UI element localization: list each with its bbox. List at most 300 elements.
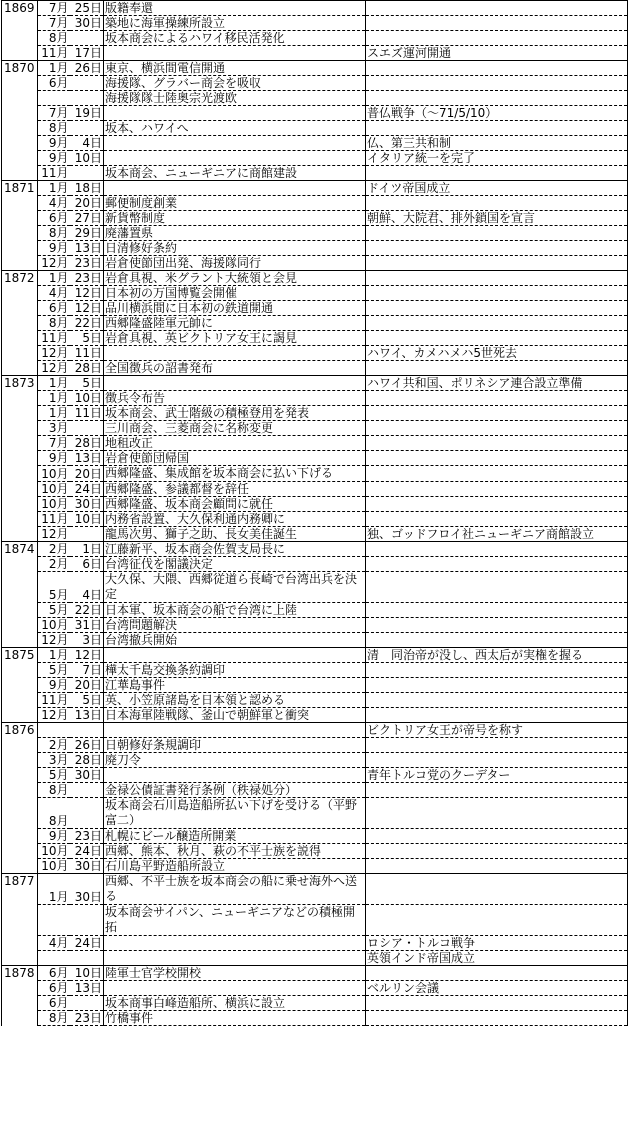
month-cell: 4月 bbox=[38, 286, 70, 301]
month-cell: 9月 bbox=[38, 678, 70, 693]
day-cell: 13日 bbox=[70, 981, 104, 996]
month-cell: 6月 bbox=[38, 211, 70, 226]
timeline-row bbox=[2, 271, 628, 286]
world-event-cell bbox=[366, 466, 628, 482]
event-cell bbox=[104, 951, 366, 966]
month-cell: 12月 bbox=[38, 361, 70, 376]
day-cell: 26日 bbox=[70, 738, 104, 753]
day-cell bbox=[70, 91, 104, 106]
event-cell: 坂本、ハワイへ bbox=[104, 121, 366, 136]
event-cell bbox=[104, 981, 366, 996]
timeline-row bbox=[2, 1011, 628, 1026]
event-cell: 龍馬次男、獅子之助、長女美佳誕生 bbox=[104, 527, 366, 542]
world-event-cell bbox=[366, 829, 628, 844]
event-cell: 西郷隆盛、集成館を坂本商会に払い下げる bbox=[104, 466, 366, 482]
world-event-cell bbox=[366, 226, 628, 241]
month-cell: 9月 bbox=[38, 136, 70, 151]
timeline-row bbox=[2, 859, 628, 874]
world-event-cell bbox=[366, 859, 628, 874]
day-cell: 23日 bbox=[70, 1011, 104, 1026]
world-event-cell bbox=[366, 271, 628, 286]
month-cell: 3月 bbox=[38, 421, 70, 436]
day-cell: 28日 bbox=[70, 753, 104, 768]
event-cell bbox=[104, 723, 366, 738]
month-cell: 6月 bbox=[38, 76, 70, 91]
event-cell bbox=[104, 346, 366, 361]
timeline-row bbox=[2, 391, 628, 406]
world-event-cell: イタリア統一を完了 bbox=[366, 151, 628, 166]
event-cell: 新貨幣制度 bbox=[104, 211, 366, 226]
world-event-cell bbox=[366, 421, 628, 436]
world-event-cell bbox=[366, 451, 628, 466]
event-cell: 岩倉具視、米グラント大統領と会見 bbox=[104, 271, 366, 286]
day-cell: 20日 bbox=[70, 466, 104, 482]
timeline-row bbox=[2, 226, 628, 241]
day-cell: 4日 bbox=[70, 136, 104, 151]
day-cell: 13日 bbox=[70, 451, 104, 466]
world-event-cell: 青年トルコ党のクーデター bbox=[366, 768, 628, 783]
day-cell bbox=[70, 421, 104, 436]
month-cell: 1月 bbox=[38, 271, 70, 286]
event-cell: 築地に海軍操練所設立 bbox=[104, 16, 366, 31]
timeline-row bbox=[2, 603, 628, 618]
event-cell: 坂本商会、ニューギニアに商館建設 bbox=[104, 166, 366, 181]
month-cell: 6月 bbox=[38, 981, 70, 996]
world-event-cell bbox=[366, 512, 628, 527]
event-cell: 内務省設置、大久保利通内務卿に bbox=[104, 512, 366, 527]
month-cell: 10月 bbox=[38, 618, 70, 633]
event-cell: 西郷、熊本、秋月、萩の不平士族を説得 bbox=[104, 844, 366, 859]
month-cell: 8月 bbox=[38, 121, 70, 136]
month-cell: 11月 bbox=[38, 512, 70, 527]
year-cell: 1872 bbox=[2, 271, 38, 376]
world-event-cell bbox=[366, 693, 628, 708]
world-event-cell bbox=[366, 406, 628, 421]
timeline-row bbox=[2, 905, 628, 936]
event-cell: 郵便制度創業 bbox=[104, 196, 366, 211]
world-event-cell bbox=[366, 663, 628, 678]
world-event-cell bbox=[366, 256, 628, 271]
month-cell: 9月 bbox=[38, 241, 70, 256]
event-cell: 岩倉具視、英ビクトリア女王に謁見 bbox=[104, 331, 366, 346]
month-cell: 1月 bbox=[38, 391, 70, 406]
month-cell: 9月 bbox=[38, 451, 70, 466]
event-cell: 海援隊、グラバー商会を吸収 bbox=[104, 76, 366, 91]
world-event-cell bbox=[366, 196, 628, 211]
event-cell: 地租改正 bbox=[104, 436, 366, 451]
world-event-cell bbox=[366, 966, 628, 981]
world-event-cell bbox=[366, 497, 628, 512]
month-cell: 8月 bbox=[38, 1011, 70, 1026]
timeline-row bbox=[2, 286, 628, 301]
timeline-row bbox=[2, 346, 628, 361]
event-cell: 三川商会、三菱商会に名称変更 bbox=[104, 421, 366, 436]
timeline-row bbox=[2, 466, 628, 482]
world-event-cell bbox=[366, 316, 628, 331]
month-cell: 6月 bbox=[38, 966, 70, 981]
day-cell: 24日 bbox=[70, 482, 104, 497]
month-cell: 5月 bbox=[38, 663, 70, 678]
timeline-row bbox=[2, 376, 628, 391]
timeline-row bbox=[2, 331, 628, 346]
world-event-cell bbox=[366, 16, 628, 31]
day-cell: 30日 bbox=[70, 768, 104, 783]
timeline-row bbox=[2, 76, 628, 91]
event-cell: 札幌にビール醸造所開業 bbox=[104, 829, 366, 844]
year-cell: 1869 bbox=[2, 1, 38, 61]
event-cell bbox=[104, 151, 366, 166]
month-cell: 10月 bbox=[38, 859, 70, 874]
world-event-cell bbox=[366, 121, 628, 136]
world-event-cell bbox=[366, 61, 628, 76]
year-cell: 1873 bbox=[2, 376, 38, 542]
month-cell: 8月 bbox=[38, 783, 70, 798]
month-cell: 12月 bbox=[38, 346, 70, 361]
timeline-row bbox=[2, 648, 628, 663]
month-cell bbox=[38, 951, 70, 966]
month-cell: 5月 bbox=[38, 603, 70, 618]
day-cell bbox=[70, 996, 104, 1011]
event-cell: 石川島平野造船所設立 bbox=[104, 859, 366, 874]
event-cell: 日朝修好条規調印 bbox=[104, 738, 366, 753]
month-cell: 2月 bbox=[38, 557, 70, 572]
world-event-cell bbox=[366, 844, 628, 859]
day-cell bbox=[70, 798, 104, 829]
timeline-row bbox=[2, 951, 628, 966]
timeline-row bbox=[2, 166, 628, 181]
world-event-cell bbox=[366, 572, 628, 603]
world-event-cell bbox=[366, 76, 628, 91]
year-cell: 1874 bbox=[2, 542, 38, 648]
timeline-row bbox=[2, 783, 628, 798]
month-cell: 8月 bbox=[38, 798, 70, 829]
month-cell: 12月 bbox=[38, 527, 70, 542]
world-event-cell bbox=[366, 708, 628, 723]
day-cell: 23日 bbox=[70, 271, 104, 286]
event-cell bbox=[104, 936, 366, 951]
timeline-row bbox=[2, 844, 628, 859]
timeline-row bbox=[2, 829, 628, 844]
month-cell: 10月 bbox=[38, 844, 70, 859]
world-event-cell: 清 同治帝が没し、西太后が実権を握る bbox=[366, 648, 628, 663]
day-cell: 7日 bbox=[70, 663, 104, 678]
day-cell: 4日 bbox=[70, 572, 104, 603]
year-cell: 1871 bbox=[2, 181, 38, 271]
month-cell: 3月 bbox=[38, 753, 70, 768]
month-cell: 12月 bbox=[38, 633, 70, 648]
day-cell bbox=[70, 951, 104, 966]
year-cell: 1877 bbox=[2, 874, 38, 966]
month-cell: 8月 bbox=[38, 31, 70, 46]
month-cell: 9月 bbox=[38, 829, 70, 844]
month-cell: 7月 bbox=[38, 16, 70, 31]
month-cell: 6月 bbox=[38, 996, 70, 1011]
timeline-row bbox=[2, 241, 628, 256]
month-cell: 1月 bbox=[38, 874, 70, 905]
day-cell: 12日 bbox=[70, 286, 104, 301]
event-cell: 西郷隆盛、坂本商会顧問に就任 bbox=[104, 497, 366, 512]
year-cell: 1878 bbox=[2, 966, 38, 1026]
event-cell: 廃藩置県 bbox=[104, 226, 366, 241]
timeline-row bbox=[2, 768, 628, 783]
day-cell: 10日 bbox=[70, 151, 104, 166]
day-cell: 11日 bbox=[70, 346, 104, 361]
event-cell: 日本軍、坂本商会の船で台湾に上陸 bbox=[104, 603, 366, 618]
timeline-row bbox=[2, 572, 628, 603]
timeline-row bbox=[2, 61, 628, 76]
timeline-row bbox=[2, 798, 628, 829]
day-cell: 28日 bbox=[70, 436, 104, 451]
timeline-table bbox=[1, 0, 628, 1026]
world-event-cell bbox=[366, 753, 628, 768]
event-cell: 西郷隆盛、参議都督を辞任 bbox=[104, 482, 366, 497]
event-cell bbox=[104, 181, 366, 196]
timeline-row bbox=[2, 482, 628, 497]
timeline-row bbox=[2, 723, 628, 738]
day-cell: 20日 bbox=[70, 678, 104, 693]
event-cell: 西郷、不平士族を坂本商会の船に乗せ海外へ送る bbox=[104, 874, 366, 905]
day-cell: 24日 bbox=[70, 936, 104, 951]
world-event-cell: 仏、第三共和制 bbox=[366, 136, 628, 151]
event-cell: 坂本商事白峰造船所、横浜に設立 bbox=[104, 996, 366, 1011]
world-event-cell bbox=[366, 1011, 628, 1026]
day-cell: 19日 bbox=[70, 106, 104, 121]
event-cell: 台湾撤兵開始 bbox=[104, 633, 366, 648]
month-cell: 2月 bbox=[38, 738, 70, 753]
timeline-row bbox=[2, 738, 628, 753]
timeline-row bbox=[2, 31, 628, 46]
timeline-row bbox=[2, 678, 628, 693]
world-event-cell bbox=[366, 331, 628, 346]
event-cell: 品川横浜間に日本初の鉄道開通 bbox=[104, 301, 366, 316]
day-cell: 11日 bbox=[70, 406, 104, 421]
event-cell: 東京、横浜間電信開通 bbox=[104, 61, 366, 76]
event-cell: 日本海軍陸戦隊、釜山で朝鮮軍と衝突 bbox=[104, 708, 366, 723]
world-event-cell: 普仏戦争（～71/5/10） bbox=[366, 106, 628, 121]
timeline-row bbox=[2, 406, 628, 421]
event-cell bbox=[104, 106, 366, 121]
day-cell bbox=[70, 527, 104, 542]
world-event-cell bbox=[366, 542, 628, 557]
event-cell bbox=[104, 376, 366, 391]
event-cell: 岩倉使節団出発、海援隊同行 bbox=[104, 256, 366, 271]
world-event-cell bbox=[366, 241, 628, 256]
timeline-row bbox=[2, 527, 628, 542]
day-cell bbox=[70, 166, 104, 181]
day-cell: 13日 bbox=[70, 708, 104, 723]
timeline-row bbox=[2, 181, 628, 196]
timeline-row bbox=[2, 301, 628, 316]
event-cell: 英、小笠原諸島を日本領と認める bbox=[104, 693, 366, 708]
event-cell: 竹橋事件 bbox=[104, 1011, 366, 1026]
day-cell: 12日 bbox=[70, 301, 104, 316]
day-cell: 28日 bbox=[70, 361, 104, 376]
day-cell: 22日 bbox=[70, 603, 104, 618]
world-event-cell bbox=[366, 166, 628, 181]
day-cell: 29日 bbox=[70, 226, 104, 241]
timeline-row bbox=[2, 106, 628, 121]
timeline-row bbox=[2, 91, 628, 106]
day-cell: 30日 bbox=[70, 16, 104, 31]
month-cell: 8月 bbox=[38, 316, 70, 331]
day-cell bbox=[70, 121, 104, 136]
month-cell: 10月 bbox=[38, 466, 70, 482]
day-cell: 30日 bbox=[70, 874, 104, 905]
day-cell: 1日 bbox=[70, 542, 104, 557]
timeline-row bbox=[2, 618, 628, 633]
world-event-cell: ロシア・トルコ戦争 bbox=[366, 936, 628, 951]
timeline-row bbox=[2, 16, 628, 31]
timeline-row bbox=[2, 316, 628, 331]
event-cell: 坂本商会によるハワイ移民活発化 bbox=[104, 31, 366, 46]
month-cell: 11月 bbox=[38, 166, 70, 181]
month-cell: 7月 bbox=[38, 106, 70, 121]
timeline-row bbox=[2, 151, 628, 166]
day-cell: 25日 bbox=[70, 1, 104, 16]
world-event-cell bbox=[366, 633, 628, 648]
timeline-row bbox=[2, 211, 628, 226]
year-cell: 1870 bbox=[2, 61, 38, 181]
month-cell: 10月 bbox=[38, 482, 70, 497]
month-cell bbox=[38, 723, 70, 738]
world-event-cell bbox=[366, 618, 628, 633]
timeline-row bbox=[2, 542, 628, 557]
day-cell: 31日 bbox=[70, 618, 104, 633]
timeline-row bbox=[2, 996, 628, 1011]
world-event-cell: ビクトリア女王が帝号を称す bbox=[366, 723, 628, 738]
world-event-cell bbox=[366, 905, 628, 936]
day-cell bbox=[70, 723, 104, 738]
world-event-cell: ハワイ、カメハメハ5世死去 bbox=[366, 346, 628, 361]
timeline-row bbox=[2, 874, 628, 905]
month-cell bbox=[38, 905, 70, 936]
world-event-cell bbox=[366, 31, 628, 46]
world-event-cell bbox=[366, 91, 628, 106]
day-cell: 10日 bbox=[70, 391, 104, 406]
world-event-cell: ドイツ帝国成立 bbox=[366, 181, 628, 196]
event-cell: 江藤新平、坂本商会佐賀支局長に bbox=[104, 542, 366, 557]
world-event-cell bbox=[366, 391, 628, 406]
event-cell: 版籍奉還 bbox=[104, 1, 366, 16]
world-event-cell: 独、ゴッドフロイ社ニューギニア商館設立 bbox=[366, 527, 628, 542]
event-cell: 日本初の万国博覧会開催 bbox=[104, 286, 366, 301]
day-cell: 30日 bbox=[70, 497, 104, 512]
timeline-row bbox=[2, 512, 628, 527]
day-cell: 24日 bbox=[70, 844, 104, 859]
world-event-cell bbox=[366, 678, 628, 693]
month-cell: 5月 bbox=[38, 768, 70, 783]
month-cell: 1月 bbox=[38, 181, 70, 196]
timeline-row bbox=[2, 436, 628, 451]
day-cell: 5日 bbox=[70, 693, 104, 708]
event-cell: 陸軍士官学校開校 bbox=[104, 966, 366, 981]
timeline-row bbox=[2, 121, 628, 136]
world-event-cell: 朝鮮、大院君、排外鎖国を宣言 bbox=[366, 211, 628, 226]
timeline-row bbox=[2, 421, 628, 436]
day-cell: 3日 bbox=[70, 633, 104, 648]
month-cell: 12月 bbox=[38, 708, 70, 723]
month-cell: 6月 bbox=[38, 301, 70, 316]
event-cell: 台湾問題解決 bbox=[104, 618, 366, 633]
timeline-row bbox=[2, 936, 628, 951]
day-cell: 26日 bbox=[70, 61, 104, 76]
timeline-row bbox=[2, 451, 628, 466]
world-event-cell: ベルリン会議 bbox=[366, 981, 628, 996]
day-cell: 18日 bbox=[70, 181, 104, 196]
timeline-row bbox=[2, 966, 628, 981]
world-event-cell bbox=[366, 1, 628, 16]
timeline-row bbox=[2, 557, 628, 572]
world-event-cell bbox=[366, 361, 628, 376]
month-cell: 5月 bbox=[38, 572, 70, 603]
world-event-cell bbox=[366, 482, 628, 497]
timeline-row bbox=[2, 663, 628, 678]
timeline-row bbox=[2, 981, 628, 996]
day-cell: 30日 bbox=[70, 859, 104, 874]
event-cell bbox=[104, 46, 366, 61]
event-cell: 坂本商会石川島造船所払い下げを受ける（平野富二） bbox=[104, 798, 366, 829]
world-event-cell: 英領インド帝国成立 bbox=[366, 951, 628, 966]
event-cell: 坂本商会、武士階級の積極登用を発表 bbox=[104, 406, 366, 421]
event-cell: 坂本商会サイパン、ニューギニアなどの積極開拓 bbox=[104, 905, 366, 936]
month-cell: 4月 bbox=[38, 936, 70, 951]
day-cell: 13日 bbox=[70, 241, 104, 256]
day-cell: 6日 bbox=[70, 557, 104, 572]
month-cell: 1月 bbox=[38, 648, 70, 663]
month-cell: 2月 bbox=[38, 542, 70, 557]
world-event-cell bbox=[366, 301, 628, 316]
timeline-body bbox=[2, 1, 628, 1026]
day-cell: 12日 bbox=[70, 648, 104, 663]
event-cell: 台湾征伐を閣議決定 bbox=[104, 557, 366, 572]
month-cell: 1月 bbox=[38, 376, 70, 391]
timeline-row bbox=[2, 633, 628, 648]
month-cell: 1月 bbox=[38, 406, 70, 421]
timeline-row bbox=[2, 693, 628, 708]
month-cell: 9月 bbox=[38, 151, 70, 166]
day-cell: 5日 bbox=[70, 331, 104, 346]
event-cell: 日清修好条約 bbox=[104, 241, 366, 256]
day-cell bbox=[70, 76, 104, 91]
month-cell: 12月 bbox=[38, 256, 70, 271]
month-cell: 4月 bbox=[38, 196, 70, 211]
world-event-cell bbox=[366, 286, 628, 301]
world-event-cell bbox=[366, 603, 628, 618]
event-cell: 全国徴兵の詔書発布 bbox=[104, 361, 366, 376]
timeline-row bbox=[2, 708, 628, 723]
month-cell: 7月 bbox=[38, 436, 70, 451]
timeline-row bbox=[2, 136, 628, 151]
month-cell: 10月 bbox=[38, 497, 70, 512]
day-cell: 23日 bbox=[70, 829, 104, 844]
world-event-cell bbox=[366, 874, 628, 905]
event-cell: 西郷隆盛陸軍元帥に bbox=[104, 316, 366, 331]
event-cell: 樺太千島交換条約調印 bbox=[104, 663, 366, 678]
event-cell: 海援隊隊士陸奥宗光渡欧 bbox=[104, 91, 366, 106]
year-cell: 1876 bbox=[2, 723, 38, 874]
event-cell bbox=[104, 136, 366, 151]
world-event-cell bbox=[366, 783, 628, 798]
month-cell: 11月 bbox=[38, 693, 70, 708]
timeline-row bbox=[2, 46, 628, 61]
world-event-cell bbox=[366, 738, 628, 753]
day-cell: 10日 bbox=[70, 512, 104, 527]
day-cell: 10日 bbox=[70, 966, 104, 981]
month-cell: 11月 bbox=[38, 46, 70, 61]
world-event-cell bbox=[366, 557, 628, 572]
day-cell: 20日 bbox=[70, 196, 104, 211]
day-cell: 27日 bbox=[70, 211, 104, 226]
